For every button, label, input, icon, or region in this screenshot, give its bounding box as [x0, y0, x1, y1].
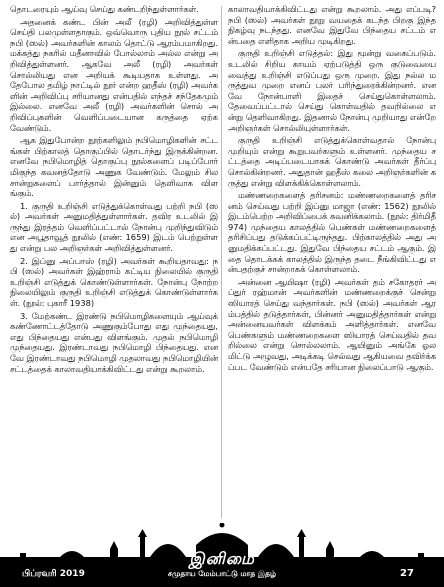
article-body — [10, 4, 436, 524]
paragraph: ஆக இதுபோன்ற நூற்களிலும் நபிமொழிகளின் சட்டங்கள் பிற்காலத் தொகுப்பில் தொடர்ந்து இருக்கின்றன. எனவே நபிமொழித் தொகுப்பு நூல்களைப் படிப்போர் மிகுந்த கவனத்தோடு அணுக வேண்டும். மேலும் சில சான்றுகளைப் பார்த்தால் இன்னும் தெளிவாக விளங்கும். — [10, 135, 218, 199]
paragraph: 2. இப்னு அப்பாஸ் (ரழி) அவர்கள் கூறியதாவது: நபி (ஸல்) அவர்கள் இஹ்ராம் கட்டிய நிலையில் குருதி உறிஞ்சி எடுத்துக் கொண்டுள்ளார்கள். நோன்பு நோற்ற நிலையிலும் குருதி உறிஞ்சி எடுத்துக் கொண்டுள்ளார்கள். (நூல்: புகாரீ 1938) — [10, 255, 218, 309]
paragraph: குருதி உறிஞ்சி எடுத்துக்கொள்வதால் நோன்பு முறியும் என்று கூறுபவர்களும் உள்ளனர். முந்தைய சட்டத்தை அடிப்படையாகக் கொண்டு அவர்கள் தீர்ப்பு சொல்கின்றனர். அதுதான் ஹதீஸ் கலை அறிஞர்களின் கருத்து என்று விளக்கிக்கொள்ளலாம். — [228, 135, 436, 188]
magazine-tagline: சமுதாய மேம்பாட்டு மாத இதழ் — [167, 569, 277, 578]
left-column — [10, 4, 218, 524]
paragraph: குருதி உறிஞ்சி எடுத்தல்: இது மூன்று வகைப்படும். உடலில் சிறிய காயம் ஏற்படுத்தி ஒரு குடுவையை வைத்து உறிஞ்சி எடுப்பது ஒரு முறை. இது நல்ல மருத்துவ முறை எனப் பலர் பரிந்துரைக்கின்றனர். எனவே நோன்பாளி இதைச் செய்துகொள்ளலாம். தேவைப்பட்டால் செய்து கொள்வதில் தவறில்லை என்று தெளிவாகிறது. இதனால் நோன்பு முறியாது என்றே அறிஞர்கள் சொல்லியுள்ளார்கள். — [228, 48, 436, 133]
paragraph: தொடரையும் ஆய்வு செய்து கண்டறிந்துள்ளார்கள். — [10, 4, 199, 14]
paragraph: 3. மேற்கண்ட இரண்டு நபிமொழிகளையும் ஆய்வுக் கண்ணோட்டத்தோடு அணுகும்போது எது முந்தையது, எது பிந்தையது என்பது விளங்கும். முதல் நபிமொழி முந்தையது. இரண்டாவது நபிமொழி பிந்தையது. எனவே இரண்டாவது நபிமொழி முதலாவது நபிமொழியின் சட்டத்தைக் காலாவதியாக்கிவிட்டது என்று கூறலாம். — [10, 310, 218, 374]
issue-month: பிப்ரவரி 2019 — [22, 569, 85, 579]
paragraph: அன்னை ஆயிஷா (ரழி) அவர்கள் தம் சகோதரர் அப்துர் ரஹ்மான் அவர்களின் மண்ணறைக்குச் சென்று ஸியாரத் செய்து வந்தார்கள். நபி (ஸல்) அவர்கள் ஆரம்பத்தில் தடுத்தார்கள், பின்னர் அனுமதித்தார்கள் என்று அன்னையவர்கள் விளக்கம் அளித்தார்கள். எனவே பெண்களும் மண்ணறைகளை ஸியாரத் செய்வதில் தவறில்லை என்று சொல்லலாம். ஆயினும் அங்கே ஓலமிட்டு அழுவது, அடிக்கடி செல்வது ஆகியவை தவிர்க்கப்பட வேண்டும் என்பதே சரியான நிலைப்பாடு ஆகும். — [228, 276, 436, 372]
magazine-logo: இனிமை — [189, 549, 255, 568]
page-number: 27 — [400, 568, 414, 579]
paragraph: 1. குருதி உறிஞ்சி எடுத்துக்கொள்வது பற்றி நபி (ஸல்) அவர்கள் அனுமதித்துள்ளார்கள். தவிர உடலில் இருந்து இரத்தம் வெளிப்பட்டால் நோன்பு முறிந்துவிடும் என அபூதாவூத் நூலில் (எண்: 1659) இடம் பெற்றுள்ளது என்று பல அறிஞர்கள் அறிவித்துள்ளனர். — [10, 200, 218, 254]
paragraph: காலாவதியாக்கிவிட்டது என்று கூறலாம். அது எப்படி? நபி (ஸல்) அவர்கள் நூறு வயதைக் கடந்த பிறகு இந்த நிகழ்வு நடந்தது. எனவே இதுவே பிந்தைய சட்டம் என்பதை எளிதாக அறிய முடிகிறது. — [228, 4, 436, 46]
paragraph: அதனைக் கண்ட பின் அலீ (ரழி) அறிவித்துள்ள செய்தி பலமுள்ளதாகும். ஒவ்வொரு புதிய நூல் சட்டம் நபி (ஸல்) அவர்களின் காலம் தொட்டு ஆரம்பமாகிறது. மக்கத்து நகரில் மதீனாவில் போல்லாம் அல்ல என்று அறிவித்துள்ளனர். ஆகவே அலீ (ரழி) அவர்கள் சொல்லியது என அறியக் கூடியதாக உள்ளது. அதேபோல தமிழ் நாட்டில் நூர் என்ற ஹதீஸ் (ரழி) அவர்களின் அறிவிப்பு சரியானது என்பதில் எந்தச் சந்தேகமும் இல்லை. எனவே அலீ (ரழி) அவர்களின் சொல் அறிவிப்புகளின் வெளிப்படையான கருத்தை ஏற்க வேண்டும். — [10, 16, 218, 133]
right-column — [228, 4, 436, 524]
paragraph: மண்ணறைகளைத் தரிசனம்: மண்ணறைகளைத் தரிசனம் செய்வது பற்றி இப்னு மாஜா (எண்: 1562) நூலில் இடம்பெற்ற அறிவிப்பைக் கவனிக்கலாம். (நூல்: திர்மிதீ 974) முந்தைய காலத்தில் பெண்கள் மண்ணறைகளைத் தரிசிப்பது தடுக்கப்பட்டிருந்தது. பிற்காலத்தில் அது அனுமதிக்கப்பட்டது. இதுவே பிந்தைய சட்டம் ஆகும். இதை தொடக்கக் காலத்தில் இருந்த தடை நீங்கிவிட்டது என்பதற்குச் சான்றாகக் கொள்ளலாம். — [228, 190, 436, 275]
page-footer — [0, 523, 444, 587]
column-divider — [221, 6, 222, 518]
